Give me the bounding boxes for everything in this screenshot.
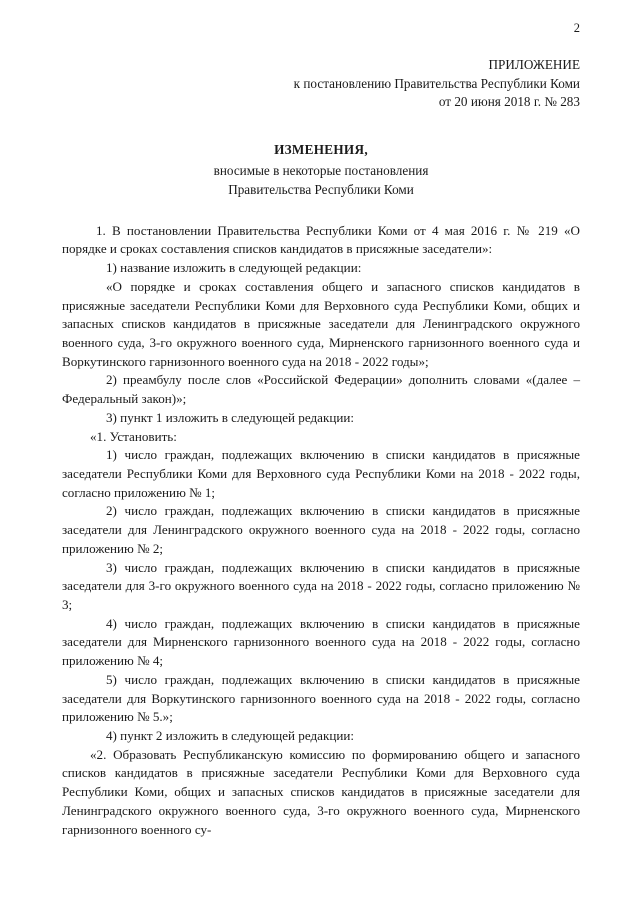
document-body (62, 222, 580, 840)
body-paragraph: «О порядке и сроках составления общего и запасного списков кандидатов в присяжные заседатели Республики Коми для Верховного суда Республики Коми, общих и запасных списков кандидатов в присяжные заседатели для Ленинградского окружного военного суда, 3-го окружного военного суда, Мирненского гарнизонного военного суда и Воркутинского гарнизонного военного суда на 2018 - 2022 годы»; (62, 278, 580, 369)
appendix-header (62, 56, 580, 112)
document-title (62, 140, 580, 199)
document-subtitle-line-2: Правительства Республики Коми (228, 182, 414, 198)
appendix-header-line-2: к постановлению Правительства Республики Коми (293, 75, 580, 91)
body-paragraph: 5) число граждан, подлежащих включению в списки кандидатов в присяжные заседатели для Воркутинского гарнизонного военного суда на 2018 - 2022 годы, согласно приложению № 5.»; (62, 671, 580, 725)
page-number: 2 (573, 21, 580, 35)
page-title: ИЗМЕНЕНИЯ, (274, 142, 368, 158)
body-paragraph: 3) число граждан, подлежащих включению в списки кандидатов в присяжные заседатели для 3-го окружного военного суда на 2018 - 2022 годы, согласно приложению № 3; (62, 559, 580, 612)
body-paragraph: 4) число граждан, подлежащих включению в списки кандидатов в присяжные заседатели для Мирненского гарнизонного военного суда на 2018 - 2022 годы, согласно приложению № 4; (62, 615, 580, 669)
body-paragraph: 1) название изложить в следующей редакции: (106, 260, 362, 276)
document-subtitle-line-1: вносимые в некоторые постановления (213, 163, 429, 179)
body-paragraph: 1) число граждан, подлежащих включению в списки кандидатов в присяжные заседатели Республики Коми для Верховного суда Республики Коми на 2018 - 2022 годы, согласно приложению № 1; (62, 447, 580, 500)
appendix-header-line-3: от 20 июня 2018 г. № 283 (438, 94, 580, 110)
body-paragraph: 3) пункт 1 изложить в следующей редакции: (106, 409, 354, 425)
body-paragraph: «1. Установить: (90, 428, 177, 444)
appendix-header-line-1: ПРИЛОЖЕНИЕ (488, 57, 580, 72)
body-paragraph: 1. В постановлении Правительства Республики Коми от 4 мая 2016 г. № 219 «О порядке и сроках составления списков кандидатов в присяжные заседатели»: (62, 222, 580, 257)
body-paragraph: 4) пункт 2 изложить в следующей редакции: (106, 728, 354, 744)
body-paragraph: «2. Образовать Республиканскую комиссию по формированию общего и запасного списков кандидатов в присяжные заседатели Республики Коми для Верховного суда Республики Коми, общих и запасных списков кандидатов в присяжные заседатели для Ленинградского окружного военного суда, 3-го окружного военного суда, Мирненского гарнизонного военного су- (62, 746, 580, 837)
body-paragraph: 2) преамбулу после слов «Российской Федерации» дополнить словами «(далее – Федеральный закон)»; (62, 372, 580, 407)
body-paragraph: 2) число граждан, подлежащих включению в списки кандидатов в присяжные заседатели для Ленинградского окружного военного суда на 2018 - 2022 годы, согласно приложению № 2; (62, 503, 580, 556)
